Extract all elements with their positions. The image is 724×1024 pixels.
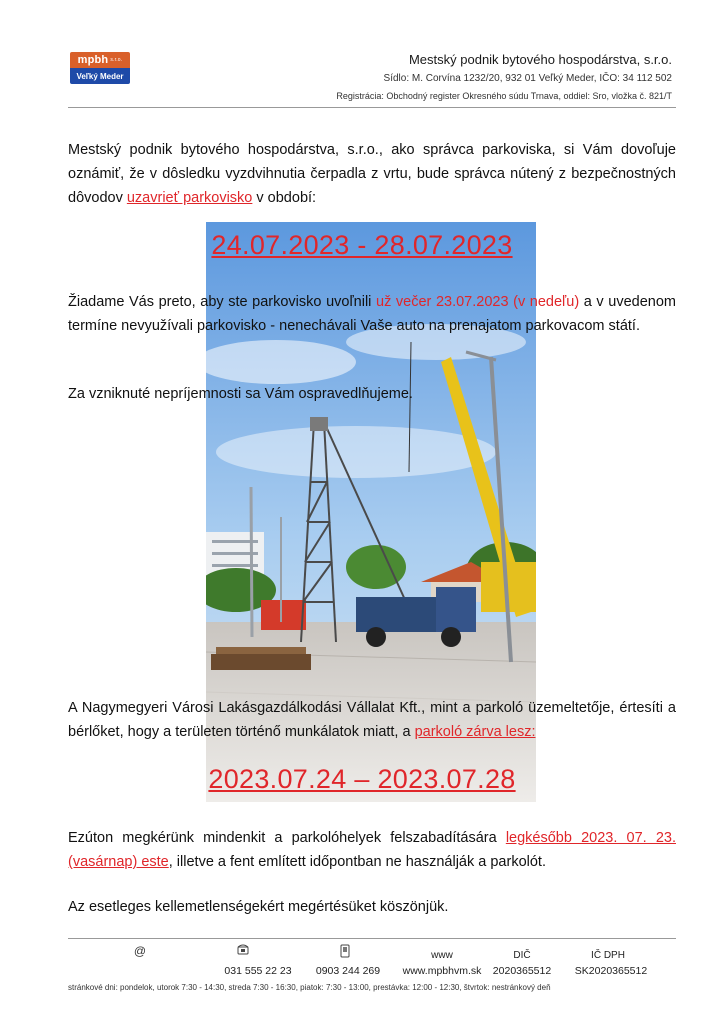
sk-apology: Za vzniknuté nepríjemnosti sa Vám ospravedlňujeme. xyxy=(68,386,413,402)
sk-closure-dates: 24.07.2023 - 28.07.2023 xyxy=(211,230,513,260)
company-logo: mpbh s.r.o. Veľký Meder xyxy=(70,52,130,84)
sk-deadline-highlight: už večer 23.07.2023 (v nedeľu) xyxy=(376,294,580,310)
mobile-icon xyxy=(325,944,365,961)
footer-dic: 2020365512 xyxy=(492,965,552,977)
phone-icon xyxy=(223,944,263,958)
company-address: Sídlo: M. Corvína 1232/20, 932 01 Veľký Meder, IČO: 34 112 502 xyxy=(383,73,672,84)
hu-closure-dates: 2023.07.24 – 2023.07.28 xyxy=(208,764,516,794)
sk-intro-paragraph: Mestský podnik bytového hospodárstva, s.r.o., ako správca parkoviska, si Vám dovoľuje oznámiť, že v dôsledku vyzdvihnutia čerpadla z vrtu, bude správca nútený z bezpečnostných dôvodov uzavrieť parkovisko v období: xyxy=(68,142,676,206)
company-name: Mestský podnik bytového hospodárstva, s.r.o. xyxy=(408,52,672,67)
hu-closure-highlight: parkoló zárva lesz: xyxy=(414,724,536,740)
footer-phone: 031 555 22 23 xyxy=(224,965,292,977)
hu-intro-paragraph: A Nagymegyeri Városi Lakásgazdálkodási Vállalat Kft., mint a parkoló üzemeltetője, értesíti a bérlőket, hogy a területen történő munkálatok miatt, a parkoló zárva lesz: xyxy=(68,700,676,740)
footer-mobile: 0903 244 269 xyxy=(315,965,381,977)
www-label: www xyxy=(431,950,453,961)
footer-icdph: SK2020365512 xyxy=(574,965,648,977)
footer-divider xyxy=(68,938,676,939)
dic-label: DIČ xyxy=(513,950,531,961)
office-hours: stránkové dni: pondelok, utorok 7:30 - 14:30, streda 7:30 - 16:30, piatok: 7:30 - 13:00, prestávka: 12:00 - 12:30, štvrtok: nestránkový deň xyxy=(68,983,551,992)
company-registration: Registrácia: Obchodný register Okresného súdu Trnava, oddiel: Sro, vložka č. 821/T xyxy=(336,91,672,101)
hu-deadline-highlight: legkésőbb 2023. 07. 23. (vasárnap) este xyxy=(68,830,676,870)
sk-closure-highlight: uzavrieť parkovisko xyxy=(126,190,253,206)
icdph-label: IČ DPH xyxy=(591,950,625,961)
header-divider xyxy=(68,107,676,108)
sk-request-paragraph: Žiadame Vás preto, aby ste parkovisko uvoľnili už večer 23.07.2023 (v nedeľu) a v uvedenom termíne nevyužívali parkovisko - nenechávali Vaše auto na prenajatom parkovacom státí. xyxy=(68,294,676,334)
email-icon: @ xyxy=(133,944,147,958)
hu-apology: Az esetleges kellemetlenségekért megértésüket köszönjük. xyxy=(68,899,449,915)
footer-website[interactable]: www.mpbhvm.sk xyxy=(402,965,482,977)
hu-request-paragraph: Ezúton megkérünk mindenkit a parkolóhelyek felszabadítására legkésőbb 2023. 07. 23. (vasárnap) este, illetve a fent említett időpontban ne használják a parkolót. xyxy=(68,830,676,870)
